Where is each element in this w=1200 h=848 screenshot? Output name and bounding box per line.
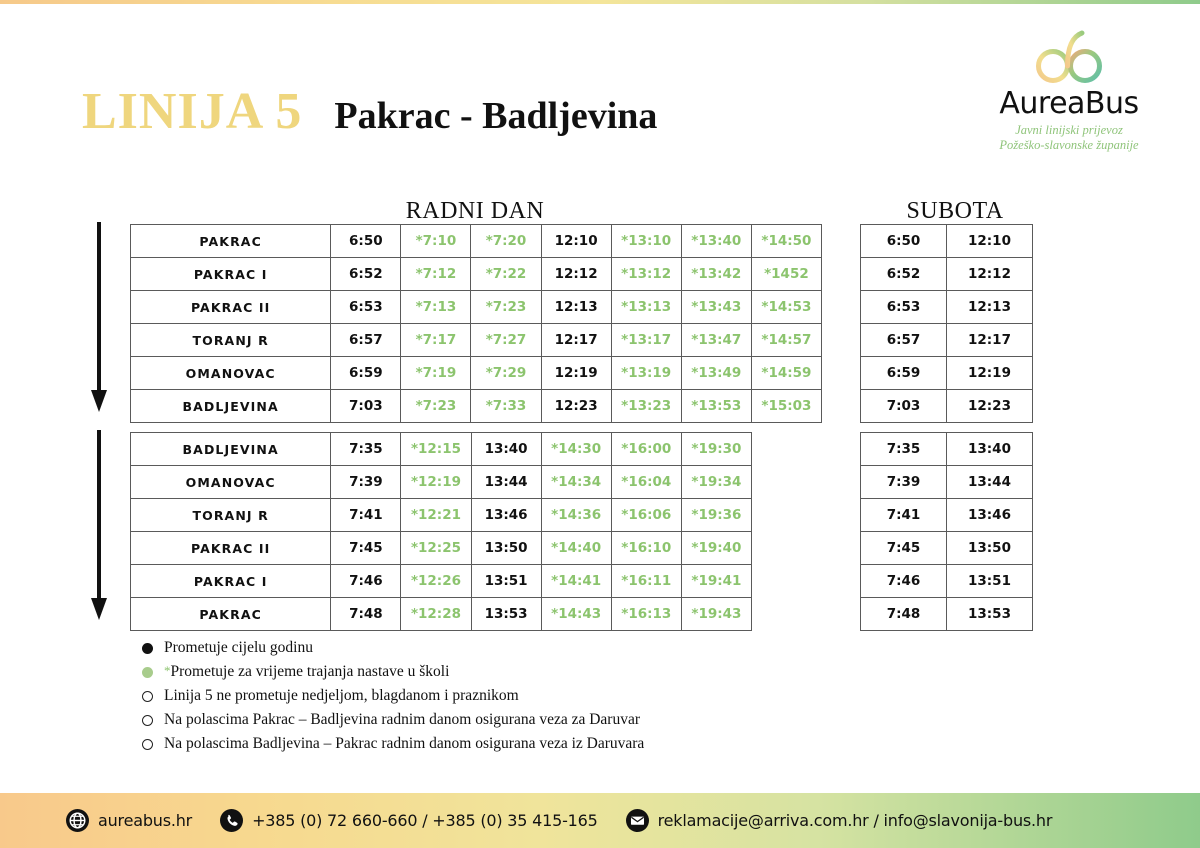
departure-time-school-cell: *14:36	[541, 499, 611, 532]
station-name-cell: PAKRAC II	[131, 291, 331, 324]
departure-time-cell: 13:53	[947, 598, 1033, 631]
legend-item	[130, 636, 830, 660]
departure-time-school-cell: *7:33	[471, 390, 541, 423]
table-row	[861, 466, 1033, 499]
table-row	[861, 357, 1033, 390]
departure-time-cell: 7:03	[331, 390, 401, 423]
weekday-outbound-timetable	[130, 224, 822, 423]
departure-time-cell: 12:23	[947, 390, 1033, 423]
departure-time-school-cell: *16:11	[611, 565, 681, 598]
departure-time-school-cell: *19:41	[681, 565, 751, 598]
weekday-outbound-body	[131, 225, 822, 423]
table-row	[131, 357, 822, 390]
route-title: Pakrac - Badljevina	[334, 95, 658, 137]
table-row	[861, 532, 1033, 565]
legend-label: Prometuje za vrijeme trajanja nastave u školi	[170, 663, 450, 680]
departure-time-school-cell: *12:19	[401, 466, 471, 499]
legend-marker	[130, 739, 164, 750]
table-row	[861, 291, 1033, 324]
page-footer	[0, 793, 1200, 848]
departure-time-cell: 7:03	[861, 390, 947, 423]
weekday-inbound-body	[131, 433, 752, 631]
table-row	[861, 565, 1033, 598]
departure-time-school-cell: *19:40	[681, 532, 751, 565]
departure-time-school-cell: *14:34	[541, 466, 611, 499]
legend-bullet-filled-black-icon	[142, 643, 153, 654]
departure-time-school-cell: *14:57	[751, 324, 821, 357]
departure-time-cell: 13:51	[471, 565, 541, 598]
station-name-cell: OMANOVAC	[131, 466, 331, 499]
legend-item	[130, 660, 830, 684]
departure-time-school-cell: *13:49	[681, 357, 751, 390]
legend-label: Na polascima Badljevina – Pakrac radnim danom osigurana veza iz Daruvara	[164, 735, 645, 752]
departure-time-school-cell: *7:12	[401, 258, 471, 291]
table-row	[131, 532, 752, 565]
departure-time-school-cell: *13:13	[611, 291, 681, 324]
saturday-inbound-body	[861, 433, 1033, 631]
departure-time-cell: 12:10	[541, 225, 611, 258]
departure-time-school-cell: *14:50	[751, 225, 821, 258]
departure-time-school-cell: *14:53	[751, 291, 821, 324]
departure-time-school-cell: *7:20	[471, 225, 541, 258]
departure-time-cell: 12:23	[541, 390, 611, 423]
departure-time-school-cell: *15:03	[751, 390, 821, 423]
departure-time-cell: 6:53	[861, 291, 947, 324]
departure-time-cell: 13:44	[471, 466, 541, 499]
legend-text	[164, 663, 449, 681]
table-row	[131, 565, 752, 598]
saturday-outbound-timetable	[860, 224, 1033, 423]
legend-label: Prometuje cijelu godinu	[164, 639, 313, 656]
departure-time-school-cell: *13:17	[611, 324, 681, 357]
departure-time-cell: 13:50	[471, 532, 541, 565]
departure-time-cell: 6:57	[331, 324, 401, 357]
direction-arrow-down-outbound	[88, 222, 110, 412]
table-row	[861, 258, 1033, 291]
table-row	[861, 433, 1033, 466]
departure-time-cell: 7:46	[331, 565, 401, 598]
departure-time-cell: 6:59	[861, 357, 947, 390]
departure-time-cell: 13:40	[471, 433, 541, 466]
departure-time-cell: 13:53	[471, 598, 541, 631]
station-name-cell: BADLJEVINA	[131, 433, 331, 466]
footer-phone[interactable]	[220, 809, 598, 832]
departure-time-cell: 12:12	[947, 258, 1033, 291]
departure-time-cell: 7:46	[861, 565, 947, 598]
departure-time-cell: 13:46	[471, 499, 541, 532]
station-name-cell: TORANJ R	[131, 499, 331, 532]
departure-time-school-cell: *13:40	[681, 225, 751, 258]
legend-text	[164, 639, 313, 657]
departure-time-school-cell: *14:30	[541, 433, 611, 466]
departure-time-school-cell: *16:00	[611, 433, 681, 466]
footer-email-text: reklamacije@arriva.com.hr / info@slavonija-bus.hr	[657, 811, 1053, 830]
departure-time-school-cell: *7:23	[401, 390, 471, 423]
departure-time-cell: 13:46	[947, 499, 1033, 532]
legend-label: Linija 5 ne prometuje nedjeljom, blagdanom i praznikom	[164, 687, 519, 704]
brand-name: AureaBus	[999, 86, 1139, 121]
table-row	[131, 291, 822, 324]
station-name-cell: TORANJ R	[131, 324, 331, 357]
legend-bullet-filled-green-icon	[142, 667, 153, 678]
footer-email[interactable]	[626, 809, 1053, 832]
aureabus-monogram-icon	[1026, 24, 1112, 86]
line-number-label: LINIJA 5	[82, 83, 303, 140]
departure-time-cell: 6:59	[331, 357, 401, 390]
station-name-cell: PAKRAC I	[131, 258, 331, 291]
departure-time-school-cell: *13:12	[611, 258, 681, 291]
departure-time-school-cell: *16:04	[611, 466, 681, 499]
saturday-section-heading: SUBOTA	[906, 198, 1004, 224]
legend-marker	[130, 667, 164, 678]
station-name-cell: PAKRAC II	[131, 532, 331, 565]
weekday-inbound-timetable	[130, 432, 752, 631]
departure-time-school-cell: *13:10	[611, 225, 681, 258]
station-name-cell: OMANOVAC	[131, 357, 331, 390]
departure-time-school-cell: *14:43	[541, 598, 611, 631]
departure-time-school-cell: *12:21	[401, 499, 471, 532]
departure-time-school-cell: *7:29	[471, 357, 541, 390]
departure-time-cell: 7:35	[861, 433, 947, 466]
table-row	[861, 390, 1033, 423]
legend-bullet-hollow-icon	[142, 691, 153, 702]
departure-time-school-cell: *13:19	[611, 357, 681, 390]
departure-time-cell: 7:35	[331, 433, 401, 466]
table-row	[131, 324, 822, 357]
departure-time-school-cell: *12:28	[401, 598, 471, 631]
departure-time-cell: 12:17	[541, 324, 611, 357]
station-name-cell: PAKRAC	[131, 598, 331, 631]
brand-tagline-line2: Požeško-slavonske županije	[999, 138, 1139, 153]
departure-time-school-cell: *7:19	[401, 357, 471, 390]
station-name-cell: BADLJEVINA	[131, 390, 331, 423]
departure-time-school-cell: *13:53	[681, 390, 751, 423]
legend-item	[130, 708, 830, 732]
departure-time-cell: 7:48	[331, 598, 401, 631]
table-row	[131, 499, 752, 532]
legend-item	[130, 684, 830, 708]
departure-time-cell: 6:52	[861, 258, 947, 291]
departure-time-cell: 7:39	[331, 466, 401, 499]
legend-bullet-hollow-icon	[142, 739, 153, 750]
departure-time-cell: 6:50	[861, 225, 947, 258]
weekday-section-heading: RADNI DAN	[405, 198, 545, 224]
departure-time-school-cell: *19:36	[681, 499, 751, 532]
table-row	[131, 466, 752, 499]
departure-time-school-cell: *7:27	[471, 324, 541, 357]
departure-time-school-cell: *7:10	[401, 225, 471, 258]
legend	[130, 636, 830, 756]
departure-time-cell: 13:50	[947, 532, 1033, 565]
legend-text	[164, 735, 644, 753]
departure-time-school-cell: *1452	[751, 258, 821, 291]
departure-time-school-cell: *16:10	[611, 532, 681, 565]
departure-time-school-cell: *7:23	[471, 291, 541, 324]
phone-icon	[220, 809, 243, 832]
brand-tagline-line1: Javni linijski prijevoz	[1015, 122, 1123, 137]
table-row	[861, 324, 1033, 357]
departure-time-school-cell: *13:43	[681, 291, 751, 324]
departure-time-cell: 13:40	[947, 433, 1033, 466]
legend-text	[164, 687, 519, 705]
departure-time-school-cell: *13:23	[611, 390, 681, 423]
table-row	[131, 598, 752, 631]
legend-bullet-hollow-icon	[142, 715, 153, 726]
table-row	[131, 390, 822, 423]
departure-time-school-cell: *19:43	[681, 598, 751, 631]
departure-time-school-cell: *12:25	[401, 532, 471, 565]
footer-phone-text: +385 (0) 72 660-660 / +385 (0) 35 415-165	[252, 811, 598, 830]
departure-time-cell: 7:45	[331, 532, 401, 565]
departure-time-cell: 12:17	[947, 324, 1033, 357]
departure-time-school-cell: *14:41	[541, 565, 611, 598]
table-row	[131, 433, 752, 466]
departure-time-cell: 12:10	[947, 225, 1033, 258]
departure-time-cell: 7:45	[861, 532, 947, 565]
table-row	[131, 225, 822, 258]
departure-time-school-cell: *7:22	[471, 258, 541, 291]
title-block	[82, 83, 658, 140]
legend-marker	[130, 643, 164, 654]
page-header	[0, 0, 1200, 190]
station-name-cell: PAKRAC	[131, 225, 331, 258]
departure-time-cell: 12:19	[947, 357, 1033, 390]
departure-time-school-cell: *13:47	[681, 324, 751, 357]
direction-arrow-down-inbound	[88, 430, 110, 620]
envelope-icon	[626, 809, 649, 832]
brand-logo	[974, 24, 1164, 154]
departure-time-school-cell: *14:40	[541, 532, 611, 565]
table-row	[861, 225, 1033, 258]
departure-time-cell: 12:19	[541, 357, 611, 390]
legend-marker	[130, 715, 164, 726]
legend-asterisk-marker: *	[164, 663, 171, 678]
departure-time-cell: 12:13	[947, 291, 1033, 324]
departure-time-cell: 13:44	[947, 466, 1033, 499]
brand-tagline	[974, 123, 1164, 154]
saturday-outbound-body	[861, 225, 1033, 423]
departure-time-cell: 7:41	[331, 499, 401, 532]
table-row	[131, 258, 822, 291]
departure-time-school-cell: *12:26	[401, 565, 471, 598]
departure-time-cell: 12:12	[541, 258, 611, 291]
departure-time-cell: 6:52	[331, 258, 401, 291]
departure-time-school-cell: *19:30	[681, 433, 751, 466]
legend-item	[130, 732, 830, 756]
saturday-inbound-timetable	[860, 432, 1033, 631]
legend-text	[164, 711, 640, 729]
footer-website-text: aureabus.hr	[98, 811, 193, 830]
table-row	[861, 499, 1033, 532]
departure-time-school-cell: *7:17	[401, 324, 471, 357]
globe-icon	[66, 809, 89, 832]
departure-time-cell: 7:41	[861, 499, 947, 532]
departure-time-cell: 6:50	[331, 225, 401, 258]
legend-label: Na polascima Pakrac – Badljevina radnim danom osigurana veza za Daruvar	[164, 711, 641, 728]
departure-time-school-cell: *12:15	[401, 433, 471, 466]
departure-time-cell: 6:57	[861, 324, 947, 357]
footer-website[interactable]	[66, 809, 192, 832]
station-name-cell: PAKRAC I	[131, 565, 331, 598]
departure-time-school-cell: *13:42	[681, 258, 751, 291]
departure-time-cell: 7:48	[861, 598, 947, 631]
departure-time-cell: 7:39	[861, 466, 947, 499]
legend-marker	[130, 691, 164, 702]
departure-time-school-cell: *7:13	[401, 291, 471, 324]
departure-time-school-cell: *14:59	[751, 357, 821, 390]
departure-time-cell: 12:13	[541, 291, 611, 324]
table-row	[861, 598, 1033, 631]
departure-time-school-cell: *16:06	[611, 499, 681, 532]
departure-time-school-cell: *16:13	[611, 598, 681, 631]
departure-time-cell: 6:53	[331, 291, 401, 324]
departure-time-cell: 13:51	[947, 565, 1033, 598]
departure-time-school-cell: *19:34	[681, 466, 751, 499]
